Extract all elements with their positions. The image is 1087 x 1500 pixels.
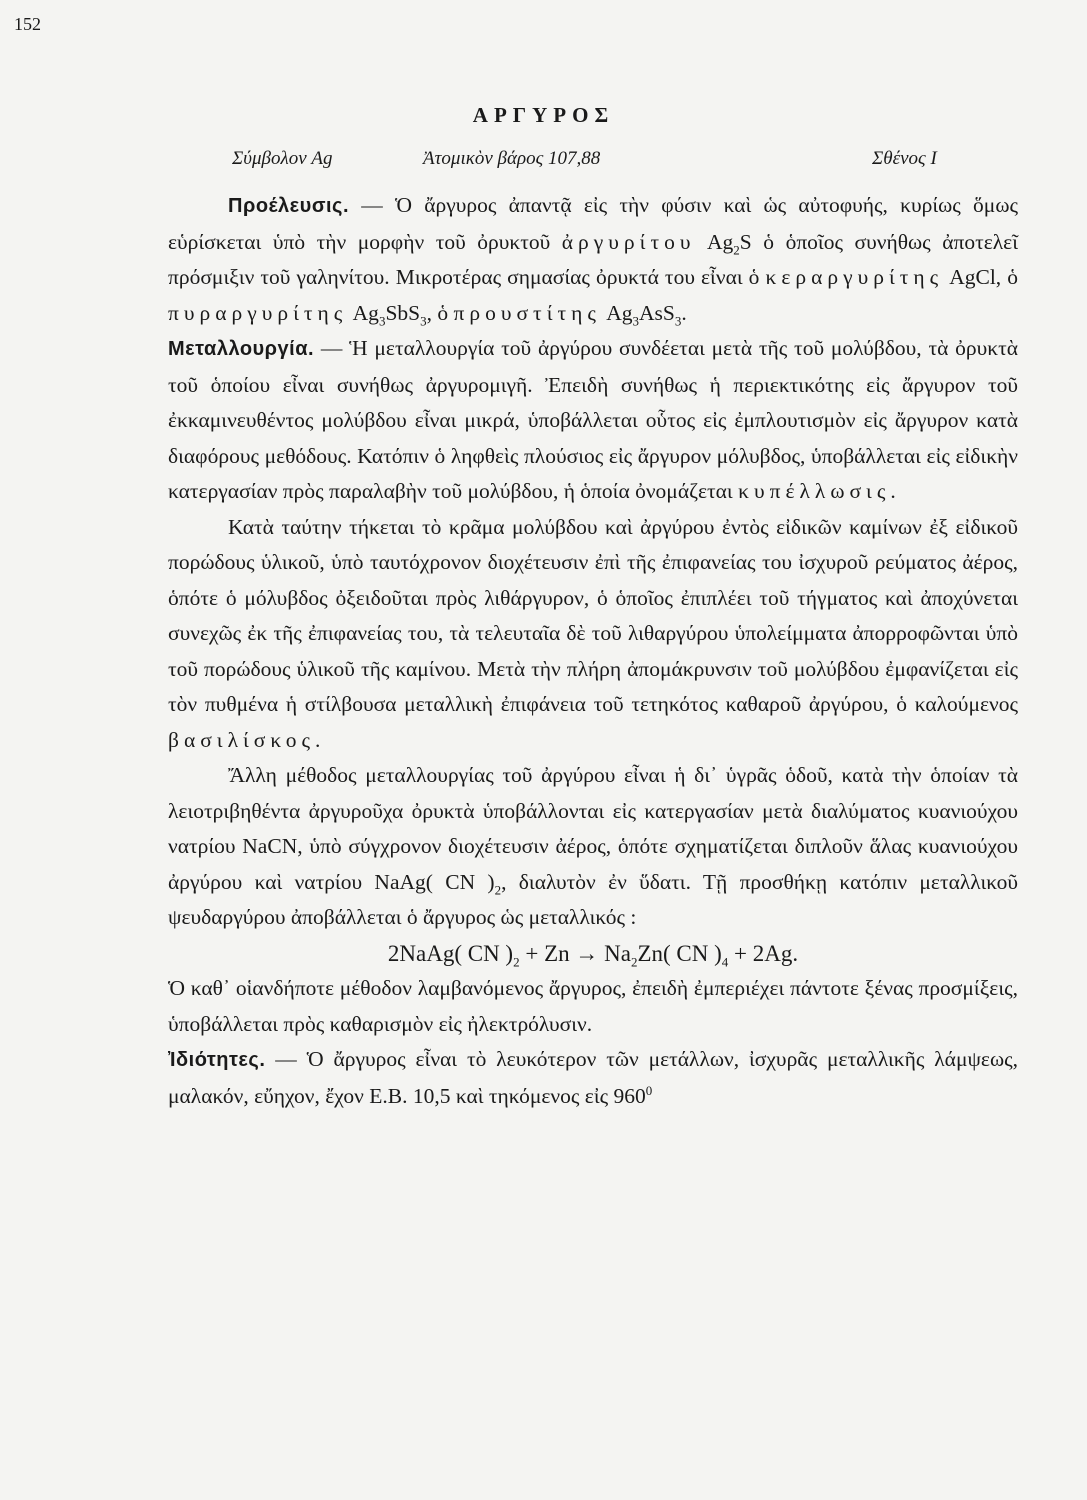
text-span: S ὁ ὁποῖος συνήθως ἀποτελεῖ πρόσμιξιν τοῦ γαληνίτου. Μικροτέρας σημασίας ὀρυκτά του εἶναι ὁ bbox=[168, 229, 1018, 289]
text-span: AsS bbox=[639, 300, 675, 325]
term-pyrargyritis: πυραργυρίτης bbox=[168, 300, 348, 325]
text-span: — Ὁ ἄργυρος εἶναι τὸ λευκότερον τῶν μετάλλων, ἰσχυρᾶς μεταλλικῆς λάμψεως, μαλακόν, εὔηχον, ἔχον Ε.Β. 10,5 καὶ τηκόμενος εἰς 960 bbox=[168, 1047, 1018, 1108]
equation-part: Zn( CN ) bbox=[637, 940, 722, 966]
valence: Σθένος I bbox=[872, 148, 937, 169]
text-span: Κατὰ ταύτην τήκεται τὸ κρᾶμα μολύβδου καὶ ἀργύρου ἐντὸς εἰδικῶν καμίνων ἐξ εἰδικοῦ πορώδους ὑλικοῦ, ὑπὸ ταυτόχρονον διοχέτευσιν ἐπὶ τῆς ἐπιφανείας του ἰσχυροῦ ρεύματος ἀέρος, ὁπότε ὁ μόλυβδος ὀξειδοῦται πρὸς λιθάργυρον, ὁ ὁποῖος ἐπιπλέει τοῦ τήγματος καὶ ἀποχύνεται συνεχῶς ἐκ τῆς ἐπιφανείας του, τὰ τελευταῖα δὲ τοῦ λιθαργύρου ὑπολείμματα ἀπορροφῶνται ὑπὸ τοῦ πορώδους ὑλικοῦ τῆς καμίνου. Μετὰ τὴν πλήρη ἀπομάκρυνσιν τοῦ μολύβδου ἐμφανίζεται εἰς τὸν πυθμένα ἡ στίλβουσα μεταλλικὴ ἐπιφάνεια τοῦ τετηκότος καθαροῦ ἀργύρου, ὁ καλούμενος bbox=[168, 514, 1018, 716]
equation-part: + 2Ag. bbox=[728, 940, 799, 966]
text-span: , διαλυτὸν ἐν ὕδατι. Τῇ προσθήκῃ κατόπιν μεταλλικοῦ ψευδαργύρου ἀποβάλλεται ὁ ἄργυρος ὡς μεταλλικός : bbox=[168, 869, 1018, 929]
text-span: AgCl, ὁ bbox=[943, 265, 1018, 289]
body-text bbox=[168, 188, 1018, 1114]
text-span: , ὁ bbox=[426, 300, 454, 325]
element-symbol: Σύμβολον Ag bbox=[232, 148, 333, 169]
text-span: Ag bbox=[600, 300, 633, 325]
term-argyritis: ἀργυρίτου bbox=[561, 229, 696, 254]
heading-metallurgy: Μεταλλουργία. bbox=[168, 338, 315, 360]
equation-part: 2NaAg( CN ) bbox=[387, 940, 514, 966]
paragraph-electrolysis bbox=[168, 971, 1018, 1042]
subscript: 3 bbox=[674, 312, 682, 328]
subscript: 2 bbox=[733, 241, 740, 257]
paragraph-wet-method bbox=[168, 758, 1018, 936]
paragraph-cupellation-process bbox=[168, 510, 1018, 759]
subscript: 2 bbox=[630, 954, 638, 970]
chapter-title: ΑΡΓΥΡΟΣ bbox=[472, 103, 615, 127]
text-span: SbS bbox=[385, 300, 421, 325]
paragraph-metallurgy bbox=[168, 331, 1018, 510]
heading-properties: Ἰδιότητες. bbox=[168, 1049, 266, 1071]
text-span: . bbox=[315, 727, 321, 752]
equation-part: + Zn → Na bbox=[519, 940, 631, 966]
text-span: Ag bbox=[347, 300, 379, 325]
subscript: 3 bbox=[378, 312, 386, 328]
atomic-weight: Ἀτομικὸν βάρος 107,88 bbox=[423, 148, 601, 169]
term-kypellosis: κυπέλλωσις bbox=[738, 479, 891, 503]
page-number: 152 bbox=[14, 14, 41, 34]
term-basiliskos: βασιλίσκος bbox=[168, 727, 316, 752]
text-span: Ὁ καθ᾿ οἱανδήποτε μέθοδον λαμβανόμενος ἄργυρος, ἐπειδὴ ἐμπεριέχει πάντοτε ξένας προσμίξεις, ὑποβάλλεται πρὸς καθαρισμὸν εἰς ἠλεκτρόλυσιν. bbox=[168, 976, 1018, 1036]
text-span: . bbox=[890, 479, 896, 503]
subscript: 4 bbox=[721, 954, 729, 970]
subscript: 3 bbox=[420, 312, 427, 328]
subscript: 2 bbox=[494, 881, 502, 897]
term-proustitis: προυστίτης bbox=[453, 300, 601, 325]
paragraph-properties bbox=[168, 1042, 1018, 1114]
heading-origin: Προέλευσις. bbox=[228, 195, 350, 217]
chemical-equation bbox=[168, 936, 1018, 972]
text-span: . bbox=[681, 300, 687, 325]
paragraph-origin bbox=[168, 188, 1018, 331]
subscript: 2 bbox=[513, 954, 520, 970]
superscript: 0 bbox=[645, 1082, 653, 1098]
text-span: Ἄλλη μέθοδος μεταλλουργίας τοῦ ἀργύρου εἶναι ἡ δι᾿ ὑγρᾶς ὁδοῦ, κατὰ τὴν ὁποίαν τὰ λειοτριβηθέντα ἀργυροῦχα ὀρυκτὰ ὑποβάλλονται εἰς κατεργασίαν μετὰ διαλύματος κυανιούχου νατρίου NaCN, ὑπὸ σύγχρονον διοχέτευσιν ἀέρος, ὁπότε σχηματίζεται διπλοῦν ἅλας κυανιούχου ἀργύρου καὶ νατρίου NaAg( CN ) bbox=[168, 763, 1018, 894]
text-span: — Ἡ μεταλλουργία τοῦ ἀργύρου συνδέεται μετὰ τῆς τοῦ μολύβδου, τὰ ὀρυκτὰ τοῦ ὁποίου εἶναι συνήθως ἀργυρομιγῆ. Ἐπειδὴ συνήθως ἡ περιεκτικότης εἰς ἄργυρον τοῦ ἐκκαμινευθέντος μολύβδου εἶναι μικρά, ὑποβάλλεται οὗτος εἰς ἐμπλουτισμὸν εἰς ἄργυρον κατὰ διαφόρους μεθόδους. Κατόπιν ὁ ληφθεὶς πλούσιος εἰς ἄργυρον μόλυβδος, ὑποβάλλεται εἰς εἰδικὴν κατεργασίαν πρὸς παραλαβὴν τοῦ μολύβδου, ἡ ὁποία ὀνομάζεται bbox=[168, 336, 1018, 503]
text-span: Ag bbox=[695, 229, 734, 254]
subscript: 3 bbox=[632, 312, 640, 328]
text-span: — Ὁ ἄργυρος ἀπαντᾷ εἰς τὴν φύσιν καὶ ὡς αὐτοφυής, κυρίως ὅμως εὑρίσκεται ὑπὸ τὴν μορφὴν τοῦ ὀρυκτοῦ bbox=[168, 193, 1018, 254]
term-kerargyritis: κεραργυρίτης bbox=[765, 265, 944, 289]
